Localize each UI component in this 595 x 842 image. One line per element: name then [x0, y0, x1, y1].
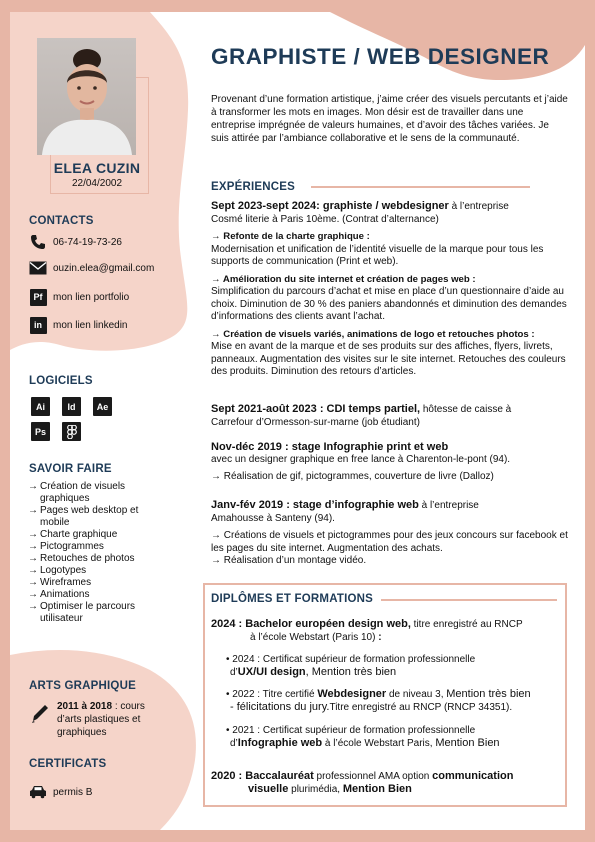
intro-paragraph: Provenant d’une formation artistique, j’aime créer des visuels percutants et j’aide à transformer les mots en images. Mon désir est de travailler dans une entreprise imprégnée de valeurs humaines, et d’avoir des tâches variées. Je suis attirée par l’ambiance collaborative et le sens de la communauté. — [211, 94, 568, 144]
list-item: → Charte graphique — [28, 529, 158, 541]
experience-1 — [211, 200, 571, 379]
job-task-desc: → Réalisation d’un montage vidéo. — [211, 555, 367, 566]
list-item: → Retouches de photos — [28, 553, 158, 565]
mail-icon — [29, 259, 47, 277]
phone-icon — [29, 233, 47, 251]
certificats-heading: CERTIFICATS — [29, 758, 107, 770]
job-title-rest: hôtesse de caisse à — [420, 404, 512, 415]
list-item: → Création de visuels graphiques — [28, 481, 158, 505]
diplomas-divider — [381, 599, 557, 601]
job-title: Sept 2021-août 2023 : CDI temps partiel, — [211, 403, 421, 415]
job-company: Cosmé literie à Paris 10ème. (Contrat d’alternance) — [211, 213, 439, 225]
experience-2 — [211, 403, 571, 429]
indesign-icon: Id — [62, 397, 81, 416]
job-title: Sept 2023-sept 2024: graphiste / webdesigner — [211, 200, 449, 212]
job-task-desc: Simplification du parcours d’achat et mise en place d’un questionnaire d’aide au choix. Diminution de 30 % des paniers abandonnés et diminution des demandes d’informations des clients avant l’achat. — [211, 286, 567, 322]
experience-3 — [211, 441, 571, 484]
job-title-rest: à l’entreprise — [418, 500, 479, 511]
job-task-title: → Refonte de la charte graphique : — [211, 231, 370, 242]
after-effects-icon: Ae — [93, 397, 112, 416]
experience-4 — [211, 499, 571, 568]
contact-email[interactable] — [29, 259, 154, 277]
figma-icon — [62, 422, 81, 441]
job-company: Carrefour d’Ormesson-sur-marne (job étudiant) — [211, 416, 420, 428]
car-icon — [29, 783, 47, 801]
savoir-faire-heading: SAVOIR FAIRE — [29, 463, 112, 475]
arts-description: : cours d’arts plastiques et graphiques — [57, 701, 145, 738]
diploma-2024: 2024 : Bachelor européen design web, titre enregistré au RNCP à l’école Webstart (Paris 10) : — [211, 618, 523, 643]
experiences-divider — [311, 186, 530, 188]
job-task-desc: Modernisation et unification de l’identité visuelle de la marque pour tous les supports de communication (Print et web). — [211, 243, 544, 267]
linkedin-icon: in — [29, 316, 47, 334]
arts-heading: ARTS GRAPHIQUE — [29, 680, 136, 692]
job-task-desc: → Créations de visuels et pictogrammes pour des jeux concours sur facebook et les pages du site internet. Augmentation des achats. — [211, 530, 568, 554]
photoshop-icon: Ps — [31, 422, 50, 441]
job-task-desc: Mise en avant de la marque et de ses produits sur des affiches, flyers, livrets, panneaux. Augmentation des visites sur le site internet. Retouches des couleurs des produits. Diminution des retours d’articles. — [211, 341, 566, 377]
diplomas-heading: DIPLÔMES ET FORMATIONS — [211, 593, 373, 605]
job-title: Nov-déc 2019 : stage Infographie print et web — [211, 441, 449, 453]
list-item: → Pages web desktop et mobile — [28, 505, 158, 529]
person-name: ELEA CUZIN — [53, 160, 141, 176]
certificate-2022: • 2022 : Titre certifié Webdesigner de niveau 3, Mention très bien - félicitations du jury.Titre enregistré au RNCP (RNCP 34351). — [226, 688, 531, 713]
certificate-2021: • 2021 : Certificat supérieur de formation professionnelle d’Infographie web à l’école Webstart Paris, Mention Bien — [226, 725, 500, 749]
diploma-2020: 2020 : Baccalauréat professionnel AMA option communication visuelle plurimédia, Mention Bien — [211, 770, 514, 795]
certificate-2024: • 2024 : Certificat supérieur de formation professionnelle d’UX/UI design, Mention très bien — [226, 654, 476, 678]
experiences-heading: EXPÉRIENCES — [211, 181, 296, 193]
list-item: → Optimiser le parcours utilisateur — [28, 601, 158, 625]
arts-years: 2011 à 2018 — [57, 701, 113, 712]
contact-linkedin-text: mon lien linkedin — [53, 319, 128, 331]
list-item: → Wireframes — [28, 577, 158, 589]
contact-portfolio[interactable] — [29, 288, 129, 306]
skills-list — [28, 481, 158, 625]
job-title-rest: à l’entreprise — [448, 201, 509, 212]
list-item: → Pictogrammes — [28, 541, 158, 553]
certificate-text: permis B — [53, 786, 93, 798]
portfolio-icon: Pf — [29, 288, 47, 306]
certificate-item — [29, 783, 92, 801]
portrait-photo — [37, 38, 136, 155]
arts-text — [57, 700, 167, 739]
pencil-icon — [30, 702, 50, 729]
contact-linkedin[interactable] — [29, 316, 128, 334]
list-item: → Animations — [28, 589, 158, 601]
job-company: avec un designer graphique en free lance à Charenton-le-pont (94). — [211, 453, 511, 465]
job-task-title: → Amélioration du site internet et création de pages web : — [211, 273, 476, 285]
date-of-birth: 22/04/2002 — [71, 178, 123, 189]
job-task-title: → Création de visuels variés, animations de logo et retouches photos : — [211, 328, 535, 340]
illustrator-icon: Ai — [31, 397, 50, 416]
contact-phone-text: 06-74-19-73-26 — [53, 236, 122, 248]
contact-portfolio-text: mon lien portfolio — [53, 291, 130, 303]
list-item: → Logotypes — [28, 565, 158, 577]
page-title: GRAPHISTE / WEB DESIGNER — [211, 44, 550, 69]
contact-email-text: ouzin.elea@gmail.com — [53, 262, 155, 274]
logiciels-heading: LOGICIELS — [29, 375, 93, 387]
job-task-desc: → Réalisation de gif, pictogrammes, couverture de livre (Dalloz) — [211, 471, 494, 482]
contact-phone[interactable] — [29, 233, 122, 251]
job-company: Amahousse à Santeny (94). — [211, 512, 335, 524]
contacts-heading: CONTACTS — [29, 215, 94, 227]
job-title: Janv-fév 2019 : stage d’infographie web — [211, 499, 419, 511]
